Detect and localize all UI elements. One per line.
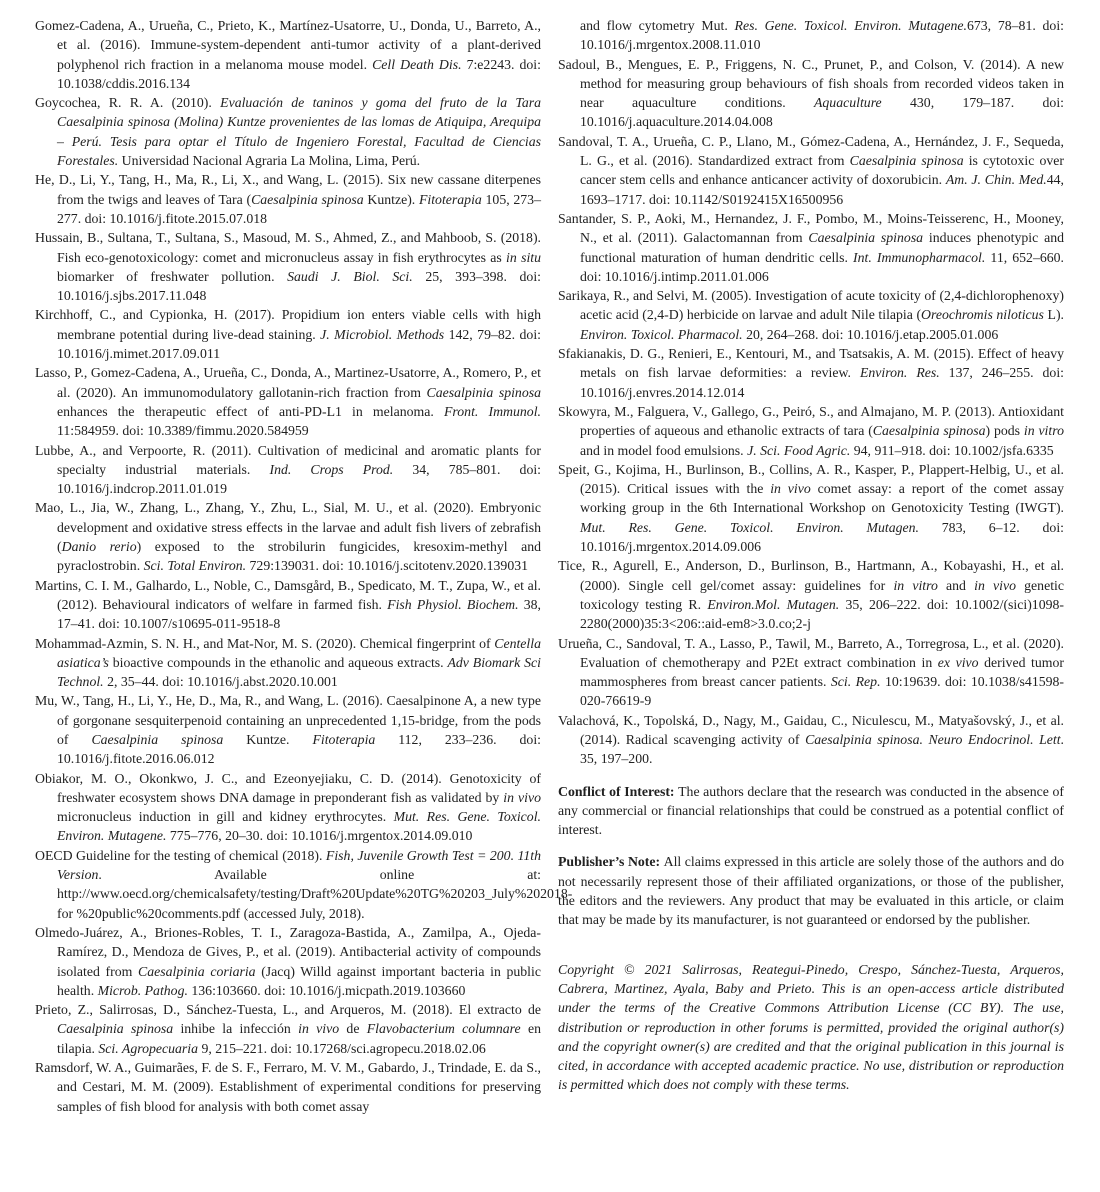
reference-he-2015: He, D., Li, Y., Tang, H., Ma, R., Li, X., and Wang, L. (2015). Six new cassane diterpenes from the twigs and leaves of Tara (Caesalpinia spinosa Kuntze). Fitoterapia 105, 273–277. doi: 10.1016/j.fitote.2015.07.018 [35, 172, 541, 226]
reference-obiakor-2014: Obiakor, M. O., Okonkwo, J. C., and Ezeonyejiaku, C. D. (2014). Genotoxicity of freshwater ecosystem shows DNA damage in preponderant fish as validated by in vivo micronucleus induction in gill and kidney erythrocytes. Mut. Res. Gene. Toxicol. Environ. Mutagene. 775–776, 20–30. doi: 10.1016/j.mrgentox.2014.09.010 [35, 770, 541, 844]
reference-prieto-2018: Prieto, Z., Salirrosas, D., Sánchez-Tuesta, L., and Arqueros, M. (2018). El extracto de Caesalpinia spinosa inhibe la infección in vivo de Flavobacterium columnare en tilapia. Sci. Agropecuaria 9, 215–221. doi: 10.17268/sci.agropecu.2018.02.06 [35, 1002, 541, 1056]
reference-sadoul-2014: Sadoul, B., Mengues, E. P., Friggens, N. C., Prunet, P., and Colson, V. (2014). A new method for measuring group behaviours of fish shoals from recorded videos taken in near aquaculture conditions. Aquaculture 430, 179–187. doi: 10.1016/j.aquaculture.2014.04.008 [558, 56, 1064, 130]
reference-mao-2020: Mao, L., Jia, W., Zhang, L., Zhang, Y., Zhu, L., Sial, M. U., et al. (2020). Embryonic development and oxidative stress effects in the larvae and adult fish livers of zebrafish (Danio rerio) exposed to the strobilurin fungicides, kresoxim-methyl and pyraclostrobin. Sci. Total Environ. 729:139031. doi: 10.1016/j.scitotenv.2020.139031 [35, 500, 541, 574]
reference-sfakianakis-2015: Sfakianakis, D. G., Renieri, E., Kentouri, M., and Tsatsakis, A. M. (2015). Effect of heavy metals on fish larvae deformities: a review. Environ. Res. 137, 246–255. doi: 10.1016/j.envres.2014.12.014 [558, 346, 1064, 400]
conflict-of-interest-statement: Conflict of Interest: The authors declare that the research was conducted in the absence of any commercial or financial relationships that could be construed as a potential conflict of interest. [558, 783, 1064, 838]
references-list-left [35, 16, 573, 1116]
left-column [35, 16, 573, 1182]
reference-kirchhoff-2017: Kirchhoff, C., and Cypionka, H. (2017). Propidium ion enters viable cells with high membrane potential during live-dead staining. J. Microbiol. Methods 142, 79–82. doi: 10.1016/j.mimet.2017.09.011 [35, 307, 541, 362]
reference-santander-2011: Santander, S. P., Aoki, M., Hernandez, J. F., Pombo, M., Moins-Teisserenc, H., Mooney, N., et al. (2011). Galactomannan from Caesalpinia spinosa induces phenotypic and functional maturation of human dendritic cells. Int. Immunopharmacol. 11, 652–660. doi: 10.1016/j.intimp.2011.01.006 [558, 210, 1064, 284]
reference-speit-2015: Speit, G., Kojima, H., Burlinson, B., Collins, A. R., Kasper, P., Plappert-Helbig, U., et al. (2015). Critical issues with the in vivo comet assay: a report of the comet assay working group in the 6th International Workshop on Genotoxicity Testing (IWGT). Mut. Res. Gene. Toxicol. Environ. Mutagen. 783, 6–12. doi: 10.1016/j.mrgentox.2014.09.006 [558, 461, 1064, 555]
reference-lasso-2020: Lasso, P., Gomez-Cadena, A., Urueña, C., Donda, A., Martinez-Usatorre, A., Romero, P., et al. (2020). An immunomodulatory gallotanin-rich fraction from Caesalpinia spinosa enhances the therapeutic effect of anti-PD-L1 in melanoma. Front. Immunol. 11:584959. doi: 10.3389/fimmu.2020.584959 [35, 365, 541, 439]
reference-lubbe-2011: Lubbe, A., and Verpoorte, R. (2011). Cultivation of medicinal and aromatic plants for specialty industrial materials. Ind. Crops Prod. 34, 785–801. doi: 10.1016/j.indcrop.2011.01.019 [35, 442, 542, 497]
reference-sandoval-2016: Sandoval, T. A., Urueña, C. P., Llano, M., Gómez-Cadena, A., Hernández, J. F., Sequeda, L. G., et al. (2016). Standardized extract from Caesalpinia spinosa is cytotoxic over cancer stem cells and enhance anticancer activity of doxorubicin. Am. J. Chin. Med.44, 1693–1717. doi: 10.1142/S0192415X16500956 [558, 133, 1064, 207]
reference-mu-2016: Mu, W., Tang, H., Li, Y., He, D., Ma, R., and Wang, L. (2016). Caesalpinone A, a new type of gorgonane sesquiterpenoid containing an unprecedented 1,15-bridge, from the pods of Caesalpinia spinosa Kuntze. Fitoterapia 112, 233–236. doi: 10.1016/j.fitote.2016.06.012 [35, 693, 541, 767]
back-matter-notes [558, 782, 1064, 1095]
references-list-right [558, 16, 1064, 769]
reference-olmedo-juarez-2019: Olmedo-Juárez, A., Briones-Robles, T. I., Zaragoza-Bastida, A., Zamilpa, A., Ojeda-Ramírez, D., Mendoza de Gives, P., et al. (2019). Antibacterial activity of compounds isolated from Caesalpinia coriaria (Jacq) Willd against important bacteria in public health. Microb. Pathog. 136:103660. doi: 10.1016/j.micpath.2019.103660 [35, 924, 541, 998]
reference-gomez-cadena-2016: Gomez-Cadena, A., Urueña, C., Prieto, K., Martínez-Usatorre, U., Donda, U., Barreto, A., et al. (2016). Immune-system-dependent anti-tumor activity of a plant-derived polyphenol rich fraction in a melanoma mouse model. Cell Death Dis. 7:e2243. doi: 10.1038/cddis.2016.134 [35, 18, 541, 91]
reference-martins-2012: Martins, C. I. M., Galhardo, L., Noble, C., Damsgård, B., Spedicato, M. T., Zupa, W., et al. (2012). Behavioural indicators of welfare in farmed fish. Fish Physiol. Biochem. 38, 17–41. doi: 10.1007/s10695-011-9518-8 [35, 577, 542, 632]
reference-mohammad-azmin-2020: Mohammad-Azmin, S. N. H., and Mat-Nor, M. S. (2020). Chemical fingerprint of Centella asiatica’s bioactive compounds in the ethanolic and aqueous extracts. Adv Biomark Sci Technol. 2, 35–44. doi: 10.1016/j.abst.2020.10.001 [35, 635, 541, 690]
right-column [558, 16, 1064, 1182]
reference-uruena-2020: Urueña, C., Sandoval, T. A., Lasso, P., Tawil, M., Barreto, A., Torregrosa, L., et al. (2020). Evaluation of chemotherapy and P2Et extract combination in ex vivo derived tumor mammospheres from breast cancer patients. Sci. Rep. 10:19639. doi: 10.1038/s41598-020-76619-9 [558, 635, 1065, 709]
reference-tice-2000: Tice, R., Agurell, E., Anderson, D., Burlinson, B., Hartmann, A., Kobayashi, H., et al. (2000). Single cell gel/comet assay: guidelines for in vitro and in vivo genetic toxicology testing R. Environ.Mol. Mutagen. 35, 206–222. doi: 10.1002/(sici)1098-2280(2000)35:3<206::aid-em8>3.0.co;2-j [558, 558, 1064, 632]
copyright-notice: Copyright © 2021 Salirrosas, Reategui-Pinedo, Crespo, Sánchez-Tuesta, Arqueros, Cabrera, Martinez, Ayala, Baby and Prieto. This is an open-access article distributed under the terms of the Creative Commons Attribution License (CC BY). The use, distribution or reproduction in other forums is permitted, provided the original author(s) and the copyright owner(s) are credited and that the original publication in this journal is cited, in accordance with accepted academic practice. No use, distribution or reproduction is permitted which does not comply with these terms. [558, 961, 1064, 1093]
reference-hussain-2018: Hussain, B., Sultana, T., Sultana, S., Masoud, M. S., Ahmed, Z., and Mahboob, S. (2018). Fish eco-genotoxicology: comet and micronucleus assay in fish erythrocytes as in situ biomarker of freshwater pollution. Saudi J. Biol. Sci. 25, 393–398. doi: 10.1016/j.sjbs.2017.11.048 [35, 230, 542, 304]
reference-valachova-2014: Valachová, K., Topolská, D., Nagy, M., Gaidau, C., Niculescu, M., Matyašovský, J., et al. (2014). Radical scavenging activity of Caesalpinia spinosa. Neuro Endocrinol. Lett. 35, 197–200. [558, 712, 1064, 767]
reference-sarikaya-2005: Sarikaya, R., and Selvi, M. (2005). Investigation of acute toxicity of (2,4-dichlorophenoxy) acetic acid (2,4-D) herbicide on larvae and adult Nile tilapia (Oreochromis niloticus L). Environ. Toxicol. Pharmacol. 20, 264–268. doi: 10.1016/j.etap.2005.01.006 [558, 288, 1064, 342]
reference-skowyra-2013: Skowyra, M., Falguera, V., Gallego, G., Peiró, S., and Almajano, M. P. (2013). Antioxidant properties of aqueous and ethanolic extracts of tara (Caesalpinia spinosa) pods in vitro and in model food emulsions. J. Sci. Food Agric. 94, 911–918. doi: 10.1002/jsfa.6335 [558, 403, 1064, 458]
reference-goycochea-2010: Goycochea, R. R. A. (2010). Evaluación de taninos y goma del fruto de la Tara Caesalpinia spinosa (Molina) Kuntze provenientes de las lomas de Atiquipa, Arequipa – Perú. Tesis para optar el Título de Ingeniero Forestal, Facultad de Ciencias Forestales. Universidad Nacional Agraria La Molina, Lima, Perú. [35, 95, 542, 169]
reference-ramsdorf-2009: Ramsdorf, W. A., Guimarães, F. de S. F., Ferraro, M. V. M., Gabardo, J., Trindade, E. da S., and Cestari, M. M. (2009). Establishment of experimental conditions for preserving samples of fish blood for analysis with both comet assay [35, 1060, 541, 1114]
reference-oecd-2018: OECD Guideline for the testing of chemical (2018). Fish, Juvenile Growth Test = 200. 11th Version. Available online at: http://www.oecd.org/chemicalsafety/testing/Draft%20Update%20TG%20203_July%202018-for %20public%20comments.pdf (accessed July, 2018). [35, 847, 573, 921]
reference-ramsdorf-2009-continued: and flow cytometry Mut. Res. Gene. Toxicol. Environ. Mutagene.673, 78–81. doi: 10.1016/j.mrgentox.2008.11.010 [580, 18, 1064, 53]
publishers-note: Publisher’s Note: All claims expressed in this article are solely those of the authors and do not necessarily represent those of their affiliated organizations, or those of the publisher, the editors and the reviewers. Any product that may be evaluated in this article, or claim that may be made by its manufacturer, is not guaranteed or endorsed by the publisher. [558, 854, 1064, 928]
